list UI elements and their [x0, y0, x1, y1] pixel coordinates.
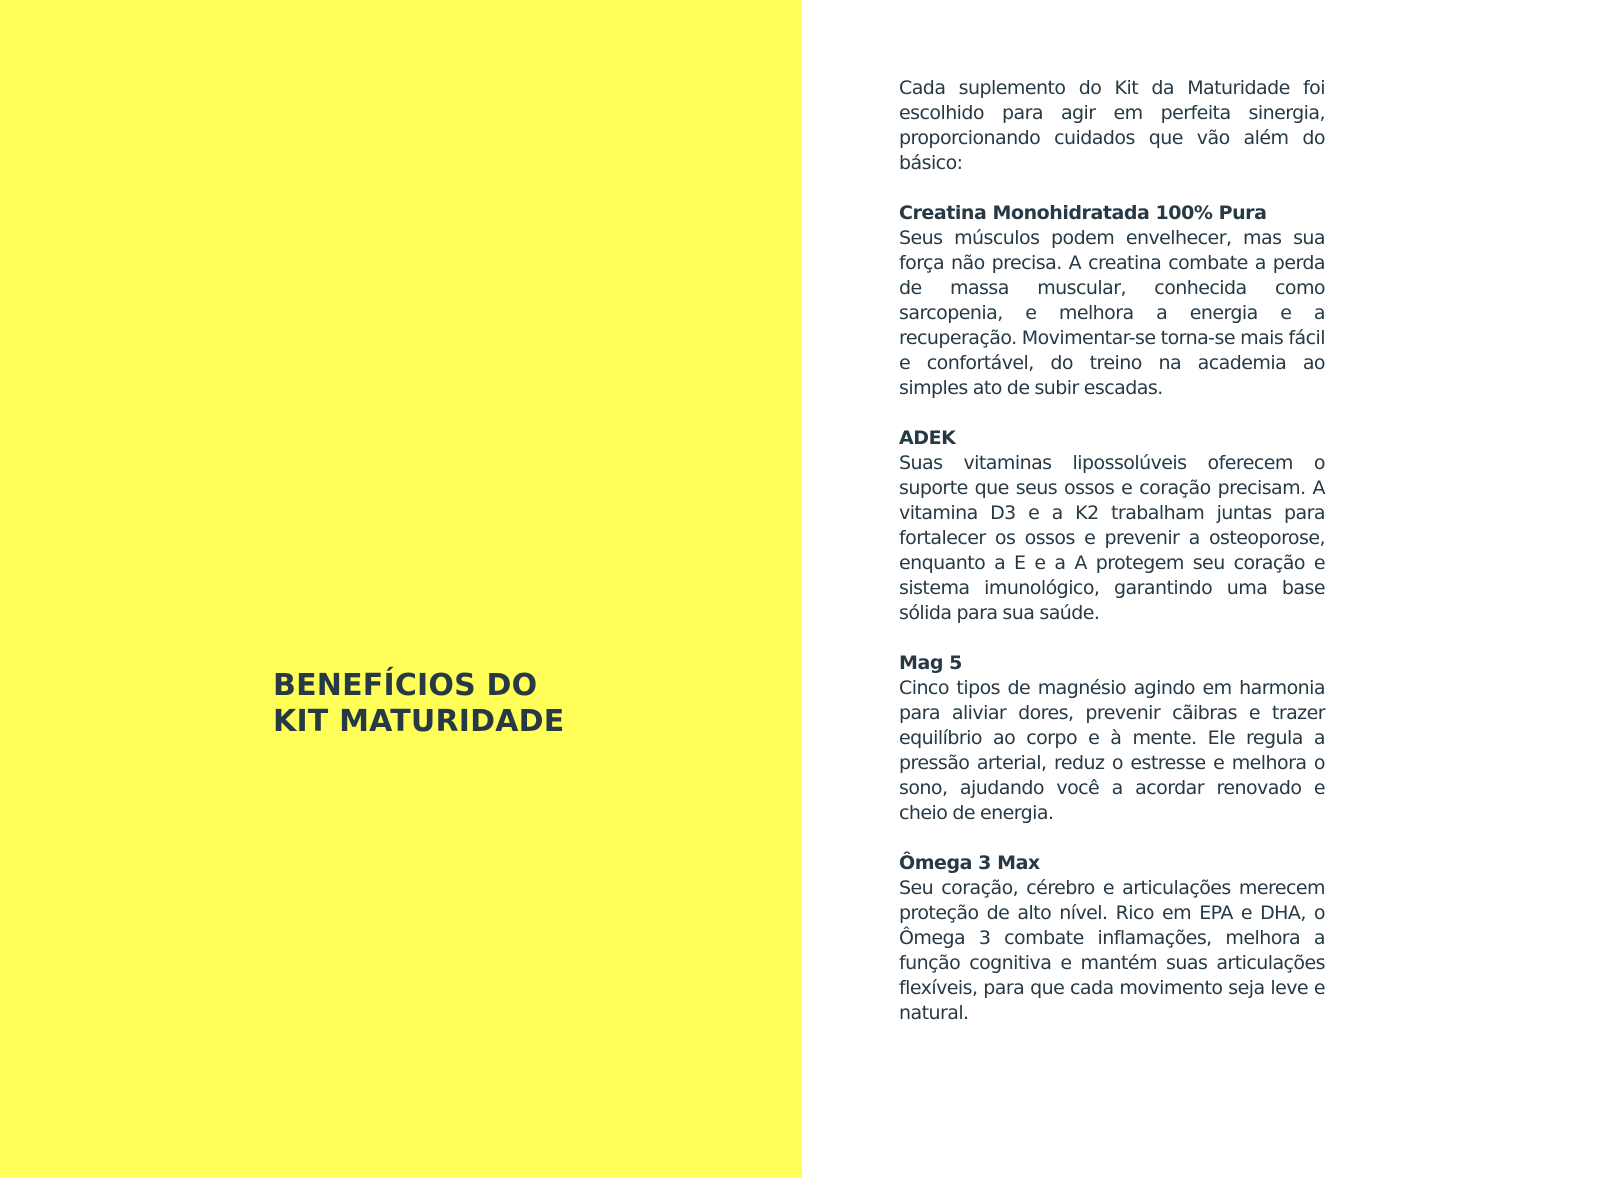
- section-body: Seu coração, cérebro e articulações merecem proteção de alto nível. Rico em EPA e DHA, o Ômega 3 combate inflamações, melhora a função cognitiva e mantém suas articulações flexíveis, para que cada movimento seja leve e natural.: [899, 877, 1325, 1024]
- section-body: Cinco tipos de magnésio agindo em harmonia para aliviar dores, prevenir cãibras e trazer equilíbrio ao corpo e à mente. Ele regula a pressão arterial, reduz o estresse e melhora o sono, ajudando você a acordar renovado e cheio de energia.: [899, 677, 1325, 824]
- section-adek: [899, 426, 1325, 626]
- section-mag-5: [899, 651, 1325, 826]
- section-body: Suas vitaminas lipossolúveis oferecem o suporte que seus ossos e coração precisam. A vitamina D3 e a K2 trabalham juntas para fortalecer os ossos e prevenir a osteoporose, enquanto a E e a A protegem seu coração e sistema imunológico, garantindo uma base sólida para sua saúde.: [899, 452, 1325, 624]
- section-omega-3-max: [899, 851, 1325, 1026]
- section-title: Creatina Monohidratada 100% Pura: [899, 202, 1267, 224]
- section-creatina: [899, 201, 1325, 401]
- section-title: ADEK: [899, 427, 956, 449]
- text-column: [899, 76, 1325, 1051]
- section-title: Mag 5: [899, 652, 962, 674]
- section-body: Seus músculos podem envelhecer, mas sua força não precisa. A creatina combate a perda de massa muscular, conhecida como sarcopenia, e melhora a energia e a recuperação. Movimentar-se torna-se mais fácil e confortável, do treino na academia ao simples ato de subir escadas.: [899, 227, 1325, 399]
- heading-line-2: KIT MATURIDADE: [273, 704, 565, 739]
- intro-paragraph: Cada suplemento do Kit da Maturidade foi escolhido para agir em perfeita sinergia, proporcionando cuidados que vão além do básico:: [899, 77, 1325, 174]
- section-title: Ômega 3 Max: [899, 852, 1040, 874]
- heading-line-1: BENEFÍCIOS DO: [273, 668, 538, 703]
